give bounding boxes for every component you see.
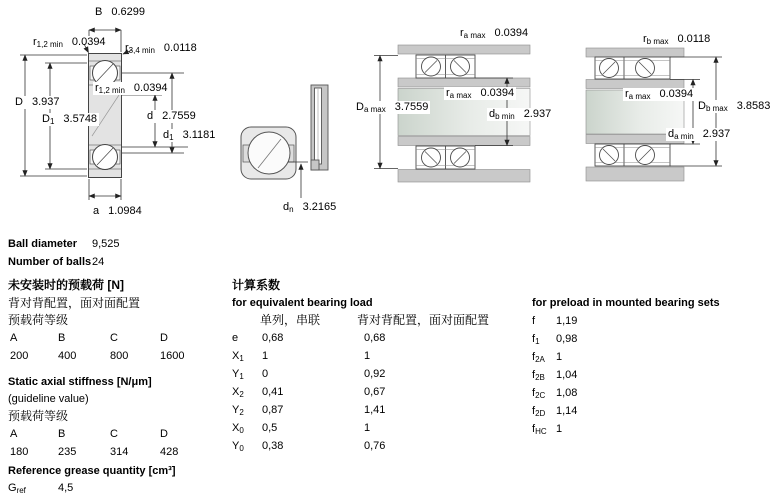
dim-dn [283, 201, 336, 214]
sub: 2B [535, 373, 545, 382]
stiffness-header-A: A [10, 428, 18, 440]
preload-factor-sym [532, 351, 545, 364]
dim-da-min [666, 128, 732, 141]
sub: a max [363, 105, 386, 114]
sym: r [643, 33, 647, 45]
sym: f [532, 315, 536, 327]
sub: 0 [239, 426, 244, 435]
dim-ra-max-mid [444, 87, 516, 100]
stiffness-value-D: 428 [160, 446, 179, 458]
val: 3.1181 [182, 129, 216, 141]
sub: b max [646, 37, 669, 46]
dim-d1 [161, 129, 217, 142]
sym: D [15, 96, 23, 108]
preload-unmounted-title: 未安装时的预载荷 [N] [8, 278, 124, 292]
sub: a max [449, 91, 472, 100]
calc-row-v2: 0,76 [364, 440, 386, 452]
sym: d [668, 128, 675, 140]
dim-D [13, 96, 61, 109]
grease-symbol [8, 482, 26, 495]
calc-row-sym [232, 350, 244, 363]
stiffness-value-B: 235 [58, 446, 77, 458]
sym: a [93, 205, 100, 217]
sym: X [232, 350, 240, 362]
calc-row-v1: 0,41 [262, 386, 284, 398]
calc-col1-header: 单列，串联 [260, 313, 321, 327]
calc-row-v2: 0,68 [364, 332, 386, 344]
preload-unmounted-arrangement: 背对背配置，面对面配置 [8, 296, 141, 310]
dim-D1 [40, 113, 99, 126]
sym: B [95, 6, 103, 18]
sym: f [532, 387, 536, 399]
sym: r [446, 87, 450, 99]
sub: 3,4 min [128, 46, 155, 55]
calc-row-sym [232, 386, 244, 399]
sub: a max [463, 31, 486, 40]
preload-factor-value: 1,08 [556, 387, 578, 399]
calc-col2-header: 背对背配置，面对面配置 [357, 313, 490, 327]
sym: f [532, 369, 536, 381]
preload-value-C: 800 [110, 350, 129, 362]
bearing-pair-top [595, 57, 670, 79]
dim-B [95, 6, 145, 19]
val: 3.8583 [736, 100, 771, 112]
calc-row-v2: 0,67 [364, 386, 386, 398]
val: 0.0394 [71, 36, 106, 48]
val: 2.7559 [162, 110, 196, 122]
sub: 2A [535, 355, 545, 364]
calc-row-sym [232, 422, 244, 435]
val: 2.937 [702, 128, 731, 140]
calc-row-sym [232, 368, 244, 381]
calc-row-v1: 0,38 [262, 440, 284, 452]
sub: 1 [239, 372, 244, 381]
sub: n [289, 205, 294, 214]
preload-factor-sym [532, 369, 545, 382]
preload-factor-value: 1,04 [556, 369, 578, 381]
sym: d [283, 201, 290, 213]
calc-row-sym [232, 440, 244, 453]
dim-ra-max-top [460, 27, 528, 40]
preload-header-A: A [10, 332, 18, 344]
stiffness-class-label: 预载荷等级 [8, 409, 69, 423]
preload-value-A: 200 [10, 350, 29, 362]
preload-factor-value: 1 [556, 351, 563, 363]
sym: r [95, 82, 99, 94]
stiffness-header-D: D [160, 428, 168, 440]
sym: X [232, 422, 240, 434]
sub: 1 [169, 133, 174, 142]
sleeve-section [311, 85, 328, 170]
val: 3.937 [31, 96, 60, 108]
preload-factor-sym [532, 315, 535, 328]
dim-d [145, 110, 198, 123]
sub: 0 [239, 444, 244, 453]
sym: D [698, 100, 706, 112]
sym: D [356, 101, 364, 113]
val: 3.7559 [394, 101, 429, 113]
calc-row-v2: 1 [364, 350, 371, 362]
val: 2.937 [523, 108, 552, 120]
dim-rb-max-top [643, 33, 710, 46]
ball-diameter-label: Ball diameter [8, 238, 78, 250]
sym: G [8, 482, 17, 494]
sub: 2D [535, 409, 546, 418]
preload-factor-sym [532, 387, 545, 400]
grease-value: 4,5 [58, 482, 74, 494]
number-of-balls-value: 24 [92, 256, 105, 268]
preload-factors-title: for preload in mounted bearing sets [532, 297, 720, 309]
sub: a max [628, 92, 651, 101]
ball-diameter-value: 9,525 [92, 238, 120, 250]
calc-row-v2: 0,92 [364, 368, 386, 380]
dim-r12-min-mid [93, 82, 170, 95]
val: 3.2165 [302, 201, 337, 213]
preload-header-B: B [58, 332, 66, 344]
calc-row-v2: 1,41 [364, 404, 386, 416]
dim-Da-max [354, 101, 430, 114]
sub: 1 [239, 354, 244, 363]
preload-factor-value: 1,14 [556, 405, 578, 417]
sub: HC [535, 427, 547, 436]
sub: b max [705, 104, 728, 113]
val: 0.0394 [480, 87, 515, 99]
preload-factor-sym [532, 423, 547, 436]
preload-header-D: D [160, 332, 168, 344]
sym: Y [232, 404, 240, 416]
dim-r34-min [125, 42, 197, 55]
sub: ref [16, 486, 26, 495]
stiffness-value-C: 314 [110, 446, 129, 458]
sym: r [625, 88, 629, 100]
dim-Db-max [696, 100, 772, 113]
sym: r [460, 27, 464, 39]
val: 0.0394 [659, 88, 694, 100]
calc-subtitle: for equivalent bearing load [232, 297, 373, 309]
sym: d [489, 108, 496, 120]
sym: f [532, 405, 536, 417]
bearing-front-view-drawing [235, 80, 340, 205]
sub: 1 [49, 117, 55, 126]
val: 0.6299 [111, 6, 145, 18]
val: 0.0118 [677, 33, 711, 45]
sub: a min [674, 132, 694, 141]
preload-factor-value: 1 [556, 423, 563, 435]
bearing-pair-bottom [416, 146, 475, 169]
stiffness-header-C: C [110, 428, 118, 440]
sym: X [232, 386, 240, 398]
val: 3.5748 [63, 113, 98, 125]
sym: f [532, 351, 536, 363]
bearing-pair-bottom [595, 144, 670, 166]
preload-header-C: C [110, 332, 118, 344]
sym: Y [232, 440, 240, 452]
sym: Y [232, 368, 240, 380]
sym: f [532, 423, 536, 435]
calc-row-v1: 0,5 [262, 422, 278, 434]
val: 1.0984 [108, 205, 142, 217]
sym: f [532, 333, 536, 345]
sub: 1,2 min [36, 40, 63, 49]
dim-r12-min-top [33, 36, 106, 49]
val: 0.0394 [133, 82, 168, 94]
duplex-mounting-shaft-drawing [570, 34, 781, 204]
sym: d [147, 110, 154, 122]
sub: 1,2 min [98, 86, 125, 95]
sym: r [33, 36, 37, 48]
val: 0.0394 [494, 27, 529, 39]
stiffness-title: Static axial stiffness [N/μm] [8, 376, 152, 388]
calc-row-sym [232, 332, 238, 345]
sub: b min [495, 112, 515, 121]
calc-row-v1: 0 [262, 368, 269, 380]
sub: 1 [535, 337, 540, 346]
dim-ra-max-right [623, 88, 695, 101]
preload-unmounted-class-label: 预载荷等级 [8, 313, 69, 327]
sub: 2 [239, 408, 244, 417]
bearing-pair-top [416, 55, 475, 78]
calc-row-v1: 0,87 [262, 404, 284, 416]
preload-value-D: 1600 [160, 350, 185, 362]
stiffness-value-A: 180 [10, 446, 29, 458]
val: 0.0118 [163, 42, 197, 54]
sym: D [42, 113, 50, 125]
dim-a [93, 205, 142, 218]
preload-factor-value: 1,19 [556, 315, 578, 327]
calc-title: 计算系数 [232, 278, 281, 292]
stiffness-guideline: (guideline value) [8, 393, 89, 405]
sym: e [232, 332, 239, 344]
dim-db-min [487, 108, 553, 121]
grease-title: Reference grease quantity [cm³] [8, 465, 176, 477]
preload-value-B: 400 [58, 350, 77, 362]
stiffness-header-B: B [58, 428, 66, 440]
preload-factor-sym [532, 405, 545, 418]
calc-row-sym [232, 404, 244, 417]
calc-row-v1: 1 [262, 350, 269, 362]
calc-row-v2: 1 [364, 422, 371, 434]
sub: 2C [535, 391, 546, 400]
bearing-front [241, 127, 296, 179]
preload-factor-value: 0,98 [556, 333, 578, 345]
preload-factor-sym [532, 333, 540, 346]
sym: r [125, 42, 129, 54]
sub: 2 [239, 390, 244, 399]
sym: d [163, 129, 170, 141]
calc-row-v1: 0,68 [262, 332, 284, 344]
number-of-balls-label: Number of balls [8, 256, 92, 268]
